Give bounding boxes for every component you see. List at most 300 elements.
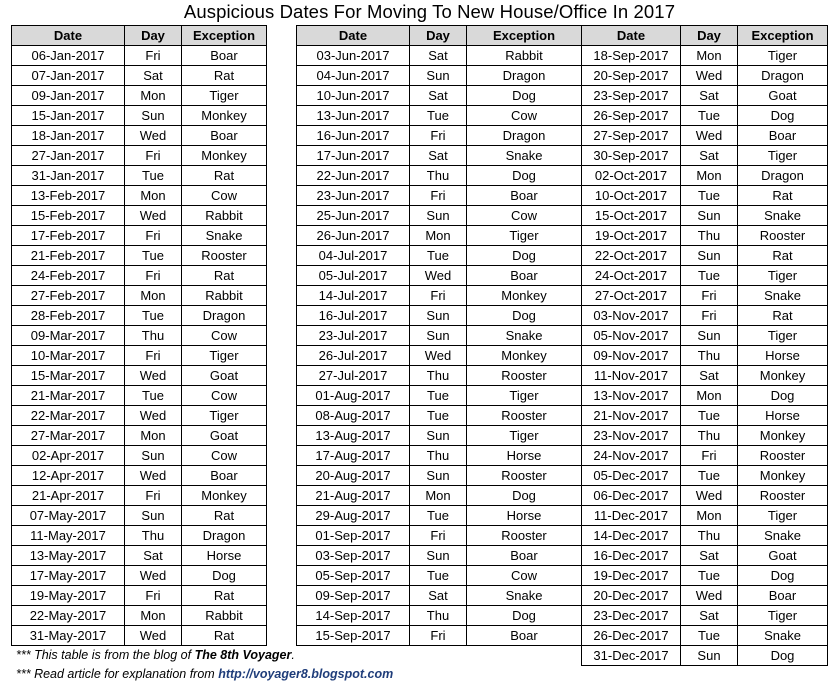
date-cell: 23-Jun-2017 xyxy=(297,186,410,206)
date-cell: 21-Nov-2017 xyxy=(582,406,681,426)
day-cell: Sat xyxy=(410,46,467,66)
table-row xyxy=(12,626,267,646)
exception-cell: Tiger xyxy=(182,86,267,106)
date-cell: 10-Jun-2017 xyxy=(297,86,410,106)
table-row xyxy=(12,566,267,586)
day-cell: Fri xyxy=(125,586,182,606)
day-cell: Wed xyxy=(125,126,182,146)
day-cell: Sat xyxy=(681,146,738,166)
day-cell: Wed xyxy=(125,626,182,646)
day-cell: Sun xyxy=(681,326,738,346)
exception-cell: Dog xyxy=(467,486,582,506)
day-cell: Tue xyxy=(410,106,467,126)
exception-cell: Monkey xyxy=(738,466,828,486)
exception-cell: Monkey xyxy=(182,486,267,506)
table-row xyxy=(297,46,582,66)
table-row xyxy=(582,566,828,586)
exception-cell: Rat xyxy=(182,266,267,286)
table-row xyxy=(297,306,582,326)
table-row xyxy=(582,466,828,486)
day-cell: Sun xyxy=(410,306,467,326)
date-cell: 15-Feb-2017 xyxy=(12,206,125,226)
exception-cell: Rooster xyxy=(738,226,828,246)
exception-cell: Boar xyxy=(738,586,828,606)
exception-cell: Rat xyxy=(738,306,828,326)
table-row xyxy=(297,346,582,366)
table-row xyxy=(582,126,828,146)
exception-cell: Boar xyxy=(182,466,267,486)
exception-cell: Tiger xyxy=(182,406,267,426)
table-row xyxy=(12,586,267,606)
table-row xyxy=(582,106,828,126)
date-cell: 02-Apr-2017 xyxy=(12,446,125,466)
date-cell: 23-Sep-2017 xyxy=(582,86,681,106)
header-day: Day xyxy=(125,26,182,46)
day-cell: Sat xyxy=(410,86,467,106)
date-cell: 27-Jan-2017 xyxy=(12,146,125,166)
day-cell: Mon xyxy=(125,86,182,106)
day-cell: Mon xyxy=(125,606,182,626)
table-row xyxy=(582,306,828,326)
table-row xyxy=(582,386,828,406)
table-row xyxy=(297,366,582,386)
day-cell: Tue xyxy=(125,306,182,326)
day-cell: Thu xyxy=(681,426,738,446)
table-row xyxy=(582,366,828,386)
date-cell: 30-Sep-2017 xyxy=(582,146,681,166)
table-row xyxy=(297,206,582,226)
exception-cell: Rat xyxy=(182,506,267,526)
exception-cell: Rat xyxy=(182,166,267,186)
exception-cell: Boar xyxy=(467,626,582,646)
header-date: Date xyxy=(12,26,125,46)
exception-cell: Goat xyxy=(738,546,828,566)
date-cell: 20-Aug-2017 xyxy=(297,466,410,486)
exception-cell: Dog xyxy=(182,566,267,586)
exception-cell: Snake xyxy=(738,526,828,546)
date-cell: 23-Dec-2017 xyxy=(582,606,681,626)
date-cell: 13-Jun-2017 xyxy=(297,106,410,126)
date-cell: 04-Jul-2017 xyxy=(297,246,410,266)
day-cell: Thu xyxy=(125,326,182,346)
exception-cell: Rat xyxy=(182,626,267,646)
day-cell: Tue xyxy=(681,466,738,486)
table-row xyxy=(582,166,828,186)
table-row xyxy=(582,406,828,426)
header-exception: Exception xyxy=(182,26,267,46)
table-row xyxy=(12,406,267,426)
date-cell: 13-Aug-2017 xyxy=(297,426,410,446)
date-cell: 26-Dec-2017 xyxy=(582,626,681,646)
day-cell: Tue xyxy=(410,386,467,406)
exception-cell: Dog xyxy=(467,606,582,626)
day-cell: Wed xyxy=(410,266,467,286)
date-cell: 26-Jun-2017 xyxy=(297,226,410,246)
date-cell: 06-Dec-2017 xyxy=(582,486,681,506)
exception-cell: Tiger xyxy=(467,426,582,446)
footnote-link-prefix: *** Read article for explanation from xyxy=(16,667,219,681)
exception-cell: Cow xyxy=(182,386,267,406)
exception-cell: Rabbit xyxy=(182,606,267,626)
day-cell: Tue xyxy=(681,406,738,426)
day-cell: Sun xyxy=(410,466,467,486)
header-day: Day xyxy=(681,26,738,46)
exception-cell: Horse xyxy=(738,406,828,426)
date-cell: 06-Jan-2017 xyxy=(12,46,125,66)
day-cell: Mon xyxy=(410,226,467,246)
date-cell: 18-Sep-2017 xyxy=(582,46,681,66)
day-cell: Thu xyxy=(410,166,467,186)
table-row xyxy=(297,146,582,166)
date-cell: 09-Jan-2017 xyxy=(12,86,125,106)
footnote-link xyxy=(16,667,393,681)
table-row xyxy=(582,346,828,366)
date-cell: 05-Jul-2017 xyxy=(297,266,410,286)
table-row xyxy=(297,566,582,586)
exception-cell: Rat xyxy=(738,246,828,266)
exception-cell: Cow xyxy=(182,186,267,206)
date-cell: 16-Jul-2017 xyxy=(297,306,410,326)
exception-cell: Boar xyxy=(738,126,828,146)
exception-cell: Horse xyxy=(182,546,267,566)
date-cell: 21-Feb-2017 xyxy=(12,246,125,266)
header-date: Date xyxy=(297,26,410,46)
table-row xyxy=(582,226,828,246)
date-cell: 18-Jan-2017 xyxy=(12,126,125,146)
day-cell: Tue xyxy=(681,626,738,646)
day-cell: Tue xyxy=(681,266,738,286)
day-cell: Sun xyxy=(681,246,738,266)
date-cell: 13-May-2017 xyxy=(12,546,125,566)
date-cell: 14-Jul-2017 xyxy=(297,286,410,306)
table-row xyxy=(12,126,267,146)
date-cell: 22-Mar-2017 xyxy=(12,406,125,426)
exception-cell: Monkey xyxy=(467,286,582,306)
exception-cell: Tiger xyxy=(467,386,582,406)
table-row xyxy=(12,266,267,286)
day-cell: Wed xyxy=(125,466,182,486)
date-cell: 20-Dec-2017 xyxy=(582,586,681,606)
exception-cell: Boar xyxy=(182,126,267,146)
table-row xyxy=(582,626,828,646)
header-day: Day xyxy=(410,26,467,46)
exception-cell: Monkey xyxy=(467,346,582,366)
footnote-source xyxy=(16,648,295,662)
date-cell: 26-Jul-2017 xyxy=(297,346,410,366)
date-cell: 14-Sep-2017 xyxy=(297,606,410,626)
day-cell: Fri xyxy=(681,286,738,306)
exception-cell: Rooster xyxy=(467,366,582,386)
date-cell: 31-Dec-2017 xyxy=(582,646,681,666)
date-cell: 15-Oct-2017 xyxy=(582,206,681,226)
day-cell: Wed xyxy=(681,486,738,506)
exception-cell: Tiger xyxy=(738,606,828,626)
date-cell: 14-Dec-2017 xyxy=(582,526,681,546)
dates-table-1 xyxy=(11,25,267,646)
table-row xyxy=(12,66,267,86)
day-cell: Mon xyxy=(681,166,738,186)
table-row xyxy=(12,106,267,126)
table-row xyxy=(297,266,582,286)
date-cell: 31-Jan-2017 xyxy=(12,166,125,186)
day-cell: Tue xyxy=(410,506,467,526)
table-row xyxy=(582,586,828,606)
day-cell: Sat xyxy=(681,366,738,386)
exception-cell: Monkey xyxy=(738,366,828,386)
day-cell: Sat xyxy=(681,606,738,626)
day-cell: Tue xyxy=(681,566,738,586)
exception-cell: Rooster xyxy=(467,466,582,486)
exception-cell: Dragon xyxy=(467,66,582,86)
day-cell: Sun xyxy=(410,546,467,566)
table-row xyxy=(12,526,267,546)
exception-cell: Boar xyxy=(467,186,582,206)
date-cell: 27-Mar-2017 xyxy=(12,426,125,446)
table-row xyxy=(297,186,582,206)
day-cell: Tue xyxy=(125,386,182,406)
day-cell: Mon xyxy=(681,386,738,406)
table-row xyxy=(582,426,828,446)
day-cell: Wed xyxy=(681,586,738,606)
date-cell: 27-Jul-2017 xyxy=(297,366,410,386)
date-cell: 27-Oct-2017 xyxy=(582,286,681,306)
day-cell: Wed xyxy=(125,566,182,586)
table-row xyxy=(12,146,267,166)
day-cell: Sun xyxy=(410,66,467,86)
date-cell: 22-May-2017 xyxy=(12,606,125,626)
date-cell: 27-Feb-2017 xyxy=(12,286,125,306)
exception-cell: Cow xyxy=(182,326,267,346)
exception-cell: Goat xyxy=(182,426,267,446)
day-cell: Wed xyxy=(125,206,182,226)
table-row xyxy=(582,526,828,546)
day-cell: Tue xyxy=(681,106,738,126)
exception-cell: Goat xyxy=(738,86,828,106)
exception-cell: Snake xyxy=(467,146,582,166)
date-cell: 21-Apr-2017 xyxy=(12,486,125,506)
date-cell: 12-Apr-2017 xyxy=(12,466,125,486)
exception-cell: Dragon xyxy=(738,166,828,186)
exception-cell: Tiger xyxy=(738,146,828,166)
date-cell: 02-Oct-2017 xyxy=(582,166,681,186)
table-row xyxy=(297,406,582,426)
exception-cell: Rooster xyxy=(467,526,582,546)
day-cell: Sun xyxy=(125,106,182,126)
date-cell: 22-Oct-2017 xyxy=(582,246,681,266)
date-cell: 16-Dec-2017 xyxy=(582,546,681,566)
day-cell: Tue xyxy=(410,246,467,266)
table-row xyxy=(582,606,828,626)
table-row xyxy=(582,326,828,346)
exception-cell: Cow xyxy=(467,566,582,586)
table-row xyxy=(297,606,582,626)
day-cell: Sat xyxy=(125,546,182,566)
date-cell: 11-Dec-2017 xyxy=(582,506,681,526)
day-cell: Fri xyxy=(125,46,182,66)
table-row xyxy=(12,46,267,66)
day-cell: Fri xyxy=(125,346,182,366)
date-cell: 15-Mar-2017 xyxy=(12,366,125,386)
exception-cell: Snake xyxy=(738,206,828,226)
dates-table-3 xyxy=(581,25,828,666)
date-cell: 19-May-2017 xyxy=(12,586,125,606)
table-row xyxy=(297,106,582,126)
table-row xyxy=(12,426,267,446)
table-row xyxy=(297,66,582,86)
day-cell: Fri xyxy=(125,486,182,506)
dates-table-2 xyxy=(296,25,582,646)
exception-cell: Cow xyxy=(467,206,582,226)
date-cell: 26-Sep-2017 xyxy=(582,106,681,126)
exception-cell: Dragon xyxy=(182,526,267,546)
exception-cell: Snake xyxy=(467,326,582,346)
exception-cell: Rabbit xyxy=(467,46,582,66)
exception-cell: Rat xyxy=(182,586,267,606)
table-row xyxy=(582,266,828,286)
date-cell: 03-Sep-2017 xyxy=(297,546,410,566)
date-cell: 19-Dec-2017 xyxy=(582,566,681,586)
date-cell: 16-Jun-2017 xyxy=(297,126,410,146)
table-row xyxy=(12,206,267,226)
date-cell: 21-Aug-2017 xyxy=(297,486,410,506)
table-row xyxy=(12,166,267,186)
blog-name: The 8th Voyager xyxy=(194,648,292,662)
date-cell: 27-Sep-2017 xyxy=(582,126,681,146)
day-cell: Fri xyxy=(681,306,738,326)
day-cell: Fri xyxy=(681,446,738,466)
date-cell: 05-Sep-2017 xyxy=(297,566,410,586)
date-cell: 24-Nov-2017 xyxy=(582,446,681,466)
table-row xyxy=(12,546,267,566)
day-cell: Fri xyxy=(125,266,182,286)
date-cell: 17-Jun-2017 xyxy=(297,146,410,166)
table-row xyxy=(297,246,582,266)
date-cell: 10-Oct-2017 xyxy=(582,186,681,206)
date-cell: 11-Nov-2017 xyxy=(582,366,681,386)
exception-cell: Rooster xyxy=(738,486,828,506)
table-row xyxy=(582,206,828,226)
table-row xyxy=(582,486,828,506)
day-cell: Thu xyxy=(410,606,467,626)
table-row xyxy=(582,146,828,166)
date-cell: 29-Aug-2017 xyxy=(297,506,410,526)
date-cell: 31-May-2017 xyxy=(12,626,125,646)
table-row xyxy=(12,466,267,486)
day-cell: Wed xyxy=(681,126,738,146)
table-row xyxy=(12,246,267,266)
day-cell: Thu xyxy=(410,366,467,386)
table-row xyxy=(297,486,582,506)
exception-cell: Horse xyxy=(467,446,582,466)
footnote-source-prefix: *** This table is from the blog of xyxy=(16,648,195,662)
day-cell: Tue xyxy=(125,166,182,186)
date-cell: 10-Mar-2017 xyxy=(12,346,125,366)
day-cell: Wed xyxy=(125,406,182,426)
table-row xyxy=(297,506,582,526)
exception-cell: Horse xyxy=(467,506,582,526)
day-cell: Sun xyxy=(410,326,467,346)
exception-cell: Tiger xyxy=(182,346,267,366)
day-cell: Fri xyxy=(125,146,182,166)
date-cell: 05-Dec-2017 xyxy=(582,466,681,486)
date-cell: 07-May-2017 xyxy=(12,506,125,526)
day-cell: Tue xyxy=(125,246,182,266)
exception-cell: Dragon xyxy=(467,126,582,146)
exception-cell: Dog xyxy=(467,246,582,266)
table-row xyxy=(297,126,582,146)
table-row xyxy=(12,306,267,326)
day-cell: Mon xyxy=(681,46,738,66)
date-cell: 08-Aug-2017 xyxy=(297,406,410,426)
table-row xyxy=(12,286,267,306)
day-cell: Sat xyxy=(125,66,182,86)
table-row xyxy=(582,66,828,86)
table-row xyxy=(297,426,582,446)
date-cell: 09-Mar-2017 xyxy=(12,326,125,346)
table-row xyxy=(582,506,828,526)
table-row xyxy=(12,486,267,506)
date-cell: 17-Feb-2017 xyxy=(12,226,125,246)
table-row xyxy=(297,586,582,606)
exception-cell: Rooster xyxy=(182,246,267,266)
table-row xyxy=(582,86,828,106)
table-row xyxy=(297,546,582,566)
day-cell: Thu xyxy=(681,226,738,246)
exception-cell: Rooster xyxy=(467,406,582,426)
day-cell: Wed xyxy=(681,66,738,86)
table-row xyxy=(12,386,267,406)
date-cell: 21-Mar-2017 xyxy=(12,386,125,406)
blog-link[interactable]: http://voyager8.blogspot.com xyxy=(218,667,394,681)
date-cell: 22-Jun-2017 xyxy=(297,166,410,186)
table-row xyxy=(582,286,828,306)
table-row xyxy=(297,286,582,306)
day-cell: Sun xyxy=(125,506,182,526)
exception-cell: Tiger xyxy=(738,266,828,286)
exception-cell: Rooster xyxy=(738,446,828,466)
day-cell: Sun xyxy=(125,446,182,466)
date-cell: 07-Jan-2017 xyxy=(12,66,125,86)
table-row xyxy=(582,546,828,566)
date-cell: 15-Sep-2017 xyxy=(297,626,410,646)
day-cell: Fri xyxy=(410,126,467,146)
table-row xyxy=(582,46,828,66)
table-row xyxy=(297,226,582,246)
date-cell: 05-Nov-2017 xyxy=(582,326,681,346)
exception-cell: Dragon xyxy=(738,66,828,86)
date-cell: 03-Jun-2017 xyxy=(297,46,410,66)
table-row xyxy=(297,466,582,486)
day-cell: Mon xyxy=(125,286,182,306)
table-row xyxy=(12,86,267,106)
date-cell: 03-Nov-2017 xyxy=(582,306,681,326)
day-cell: Mon xyxy=(410,486,467,506)
day-cell: Thu xyxy=(681,526,738,546)
exception-cell: Dog xyxy=(738,646,828,666)
table-row xyxy=(12,186,267,206)
table-row xyxy=(582,186,828,206)
day-cell: Sat xyxy=(681,86,738,106)
date-cell: 23-Nov-2017 xyxy=(582,426,681,446)
date-cell: 17-Aug-2017 xyxy=(297,446,410,466)
exception-cell: Cow xyxy=(467,106,582,126)
day-cell: Thu xyxy=(681,346,738,366)
header-exception: Exception xyxy=(738,26,828,46)
table-row xyxy=(297,86,582,106)
date-cell: 01-Aug-2017 xyxy=(297,386,410,406)
date-cell: 24-Feb-2017 xyxy=(12,266,125,286)
date-cell: 13-Feb-2017 xyxy=(12,186,125,206)
